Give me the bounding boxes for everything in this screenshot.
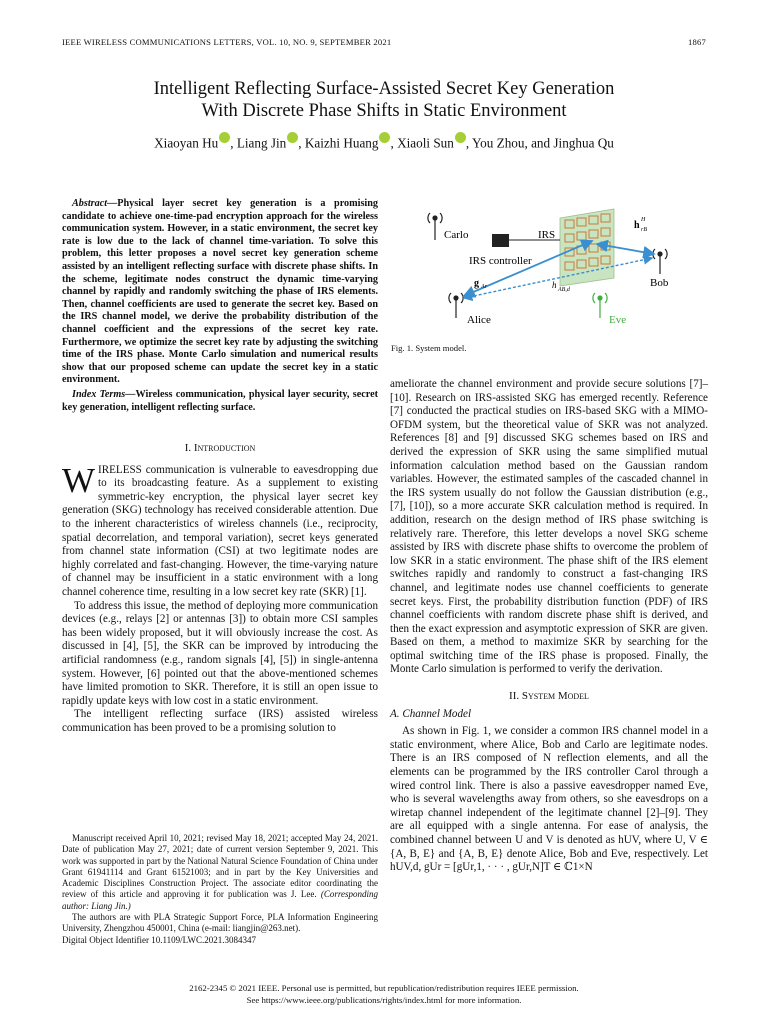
index-terms bbox=[62, 389, 378, 414]
running-header: IEEE WIRELESS COMMUNICATIONS LETTERS, VOL. 10, NO. 9, SEPTEMBER 2021 bbox=[62, 37, 392, 47]
subsection-heading-channel-model: A. Channel Model bbox=[390, 707, 472, 720]
eve-antenna-icon bbox=[593, 293, 607, 318]
label-h-rb-sup: H bbox=[641, 217, 646, 223]
author-3: , Kaizhi Huang bbox=[298, 135, 379, 151]
author-1: Xiaoyan Hu bbox=[154, 135, 219, 151]
label-carlo: Carlo bbox=[444, 229, 469, 241]
footnote-manuscript bbox=[62, 833, 378, 912]
label-h-ab: h bbox=[552, 280, 557, 290]
section-heading-system-model: II. System Model bbox=[509, 690, 589, 703]
footnote bbox=[62, 833, 378, 946]
bob-antenna-icon bbox=[653, 249, 667, 274]
section-heading-introduction: I. Introduction bbox=[184, 442, 256, 455]
left-column bbox=[62, 198, 378, 736]
copyright-line-1: 2162-2345 © 2021 IEEE. Personal use is permitted, but republication/redistribution requires IEEE permission. bbox=[189, 983, 579, 993]
title-line-1: Intelligent Reflecting Surface-Assisted Secret Key Generation bbox=[153, 79, 615, 99]
drop-cap: W bbox=[62, 460, 96, 500]
label-eve: Eve bbox=[609, 314, 627, 326]
intro-paragraph-1 bbox=[62, 460, 378, 600]
right-paragraph-2: As shown in Fig. 1, we consider a common IRS channel model in a static environment, where Alice, Bob and Carlo are legitimate nodes. There is an IRS composed of N reflection elements, and all the elements can be programmed by the IRS controller Carol through a wired control link. There is also a passive eavesdropper named Eve, who is several wavelengths away from others, so she eavesdrops on a wiretap channel independent of the legitimate channel [2]–[9]. They are all equipped with a single antenna. For ease of analysis, the combined channel between U and V is denoted as hUV, where U, V ∈ {A, B, E} and {A, B, E} denote Alice, Bob and Eve, respectively. Let hUV,d, gUr = [gUr,1, · · · , gUr,N]T ∈ ℂ1×N bbox=[390, 725, 708, 874]
irs-panel bbox=[560, 209, 614, 286]
label-bob: Bob bbox=[650, 277, 669, 289]
label-alice: Alice bbox=[467, 314, 491, 326]
label-h-rb: h bbox=[634, 220, 640, 231]
label-g-ar: g bbox=[474, 278, 479, 289]
orcid-icon[interactable] bbox=[455, 132, 466, 143]
label-irs-controller: IRS controller bbox=[469, 255, 532, 267]
irs-controller-icon bbox=[492, 234, 509, 247]
copyright-line-2[interactable]: See https://www.ieee.org/publications/rights/index.html for more information. bbox=[246, 994, 522, 1005]
abstract bbox=[62, 198, 378, 387]
alice-antenna-icon bbox=[449, 293, 463, 318]
system-model-diagram bbox=[392, 196, 710, 336]
index-terms-text: Wireless communication, physical layer security, secret key generation, intelligent reflecting surface. bbox=[62, 388, 378, 413]
intro-paragraph-3: The intelligent reflecting surface (IRS) assisted wireless communication has been proved to be a promising solution to bbox=[62, 708, 378, 734]
author-2: , Liang Jin bbox=[230, 135, 287, 151]
abstract-label: Abstract— bbox=[72, 198, 118, 209]
footnote-manuscript-text: Manuscript received April 10, 2021; revised May 18, 2021; accepted May 24, 2021. Date of publication May 27, 2021; date of current version September 9, 2021. This work was supported in part by the National Natural Science Foundation of China under Grant 61941114 and Grant 61521003; and in part by the Key Universities and Academic Disciplines Construction Project. The associate editor coordinating the review of this article and approving it for publication was J. Lee. bbox=[62, 833, 378, 900]
page-number: 1867 bbox=[688, 37, 706, 47]
orcid-icon[interactable] bbox=[287, 132, 298, 143]
author-list bbox=[0, 131, 768, 151]
copyright-notice bbox=[0, 983, 768, 1006]
footnote-affiliation: The authors are with PLA Strategic Support Force, PLA Information Engineering University, Zhengzhou 450001, China (e-mail: liangjin@263.net). bbox=[62, 912, 378, 934]
figure-caption: Fig. 1. System model. bbox=[391, 343, 467, 353]
intro-p1-text: IRELESS communication is vulnerable to eavesdropping due to its broadcasting feature. As a supplement to existing symmetric-key encryption, the physical layer secret key generation (SKG) technology has received considerable attention. Due to the inherent characteristics of wireless channels (i.e., reciprocity, spatial decorrelation, and temporal variation), secret keys generated from channel state information (CSI) at two legitimate nodes are highly correlated and fast-changing. However, the time-varying nature of channel may be insufficient in a static environment with a long channel coherence time, resulting in a low secret key rate (SKR) [1]. bbox=[62, 463, 378, 599]
paper-title bbox=[0, 78, 768, 122]
title-line-2: With Discrete Phase Shifts in Static Environment bbox=[201, 101, 567, 121]
index-terms-label: Index Terms— bbox=[72, 388, 136, 400]
author-4: , Xiaoli Sun bbox=[390, 135, 454, 151]
intro-paragraph-2: To address this issue, the method of deploying more communication devices (e.g., relays [2] or antennas [3]) to obtain more CSI samples has been widely proposed, but it will obviously increase the cost. As discussed in [4], [5], the SKR can be improved by introducing the artificial randomness (e.g., random signals [4], [5]) in single-antenna system. However, [6] pointed out that the above-mentioned schemes have limited promotion to SKR. Therefore, it is still an open issue to rapidly update keys with low cost in a static environment. bbox=[62, 599, 378, 707]
orcid-icon[interactable] bbox=[219, 132, 230, 143]
author-5: , You Zhou, and Jinghua Qu bbox=[465, 135, 614, 151]
label-h-rb-sub: rB bbox=[641, 227, 647, 233]
abstract-text: Physical layer secret key generation is a promising candidate to achieve one-time-pad encryption approach for the wireless communication system. However, in a static environment, the secret key rate is low due to the lack of channel time-variation. To solve this problem, this letter proposes a novel secret key generation scheme assisted by an intelligent reflecting surface with discrete phase shifts. In the scheme, legitimate nodes construct the dynamic time-varying channel by rapidly and randomly switching the phase of IRS elements. Then, channel coefficients are used to generate the secret key. Based on the IRS channel model, we derive the probability distribution of the channel coefficient and the expressions of the secret key rate. Furthermore, we optimize the secret key rate by adjusting the switching time of the IRS phase. Monte Carlo simulation and numerical results show that our proposed scheme can update the secret key in a static environment. bbox=[62, 198, 378, 386]
system-model-figure bbox=[392, 196, 710, 336]
carlo-antenna-icon bbox=[428, 213, 442, 240]
label-g-ar-sub: Ar bbox=[481, 284, 487, 290]
label-irs: IRS bbox=[538, 229, 556, 241]
right-column bbox=[390, 378, 708, 875]
orcid-icon[interactable] bbox=[379, 132, 390, 143]
footnote-doi: Digital Object Identifier 10.1109/LWC.2021.3084347 bbox=[62, 934, 256, 945]
right-paragraph-1: ameliorate the channel environment and provide secure solutions [7]–[10]. Research on IRS-assisted SKG has emerged recently. Reference [7] conducted the practical studies on IRS-based SKG with a MIMO-OFDM system, but the theoretical value of SKR was not analyzed. References [8] and [9] discussed SKG schemes based on IRS and derived the expression of SKR using the same simplified mutual information calculation method based on the Gaussian random variables. However, the estimated samples of the cascaded channel in the IRS system usually do not follow the Gaussian distribution (e.g., [7], [10]), so a more accurate SKR calculation method is required. In addition, research on the design method of IRS phase switching is relatively rare. Therefore, this letter develops a novel SKG scheme assisted by IRS with discrete phase shifts to overcome the problem of low SKR in a static environment. The phase shift of the IRS element switches rapidly and randomly to construct a fast-changing IRS channel, and legitimate nodes use channel coefficients to generate secret keys. First, the probability distribution function (PDF) of IRS channel coefficients with random discrete phase shift is derived, and then the exact expression and asymptotic expression of SKR are given. Based on them, a method to maximize SKR by searching for the optimal switching time of the IRS phase is proposed. Finally, the Monte Carlo simulation is performed to verify the derivation. bbox=[390, 378, 708, 676]
footnote-corresponding: (Corresponding author: Liang Jin.) bbox=[62, 889, 378, 911]
label-h-ab-sub: AB,d bbox=[558, 287, 570, 293]
